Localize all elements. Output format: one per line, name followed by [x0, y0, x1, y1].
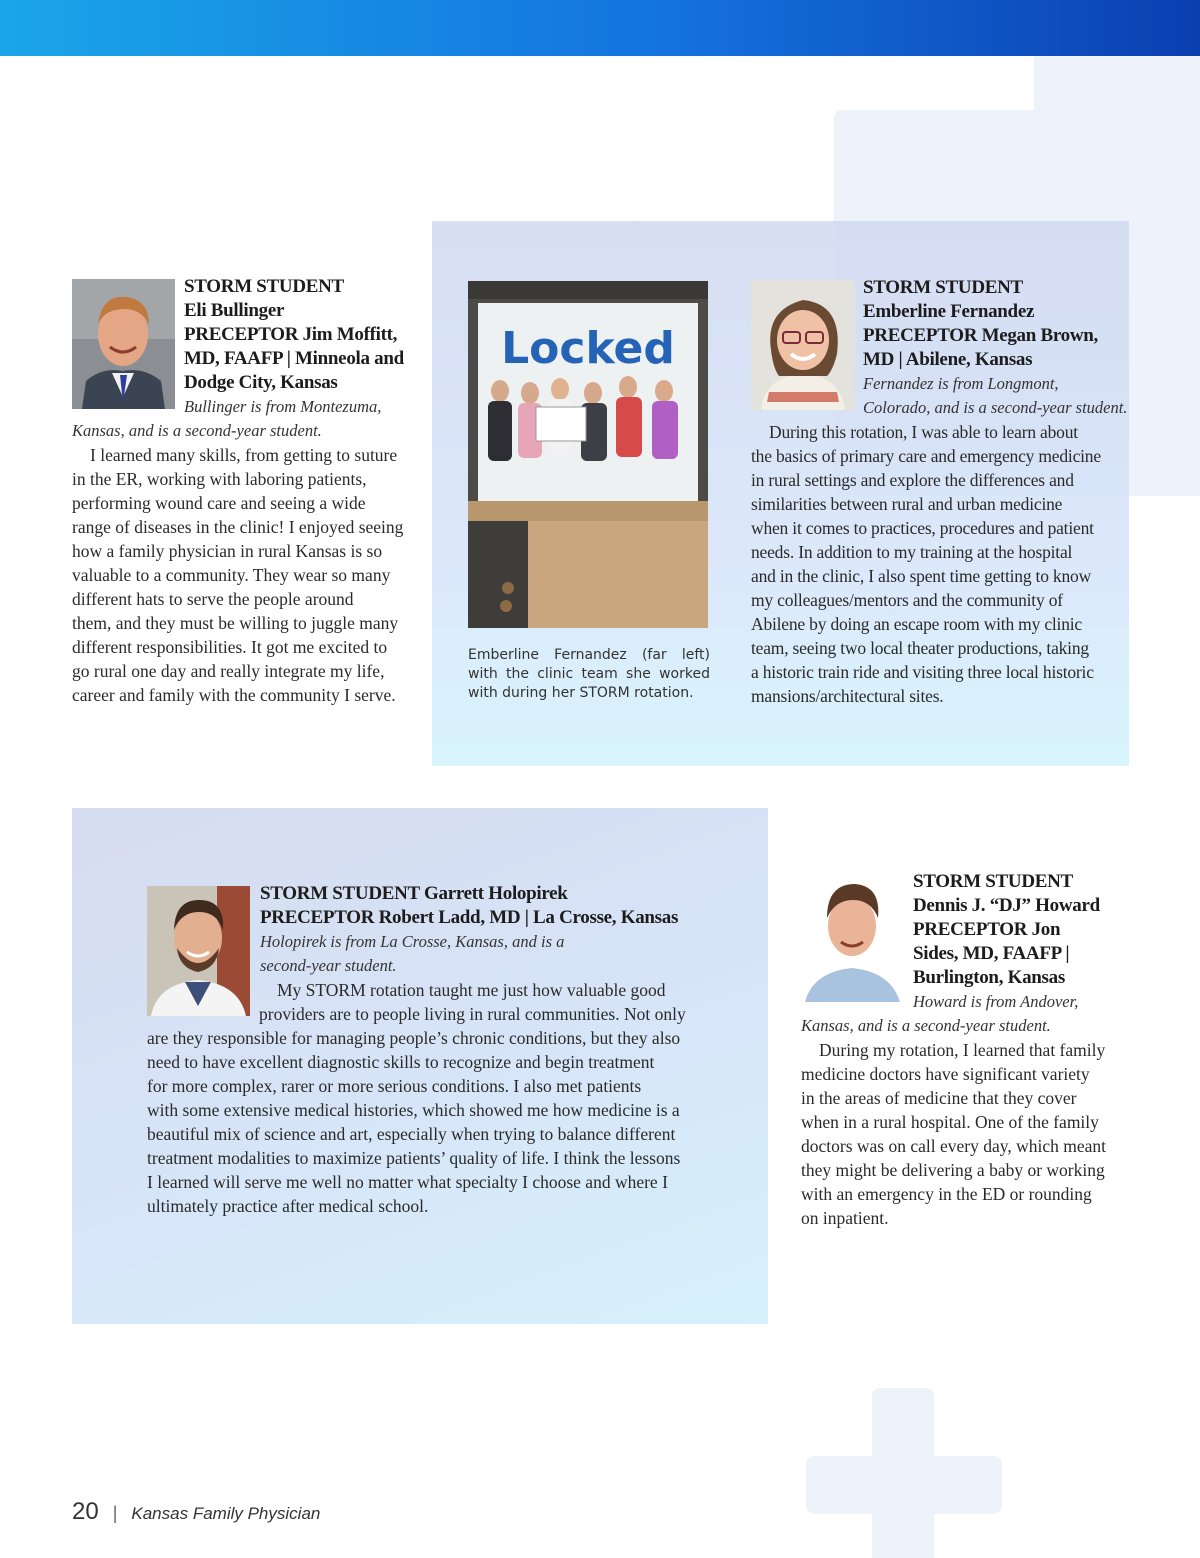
decorative-cross-shape: [806, 1456, 1002, 1514]
header-gradient-bar: [0, 0, 1200, 56]
emberline-hometown: Fernandez is from Longmont,: [863, 374, 1059, 393]
dennis-hometown: Howard is from Andover,: [913, 992, 1079, 1011]
garrett-heading: STORM STUDENT Garrett Holopirek PRECEPTOR Robert Ladd, MD | La Crosse, Kansas Holopirek is from La Crosse, Kansas, and is a second-year student.: [260, 882, 730, 978]
eli-bullinger-photo: [72, 279, 175, 409]
emberline-fernandez-photo: [751, 280, 855, 410]
photo-caption: Emberline Fernandez (far left) with the clinic team she worked with during her STORM rotation.: [468, 647, 710, 701]
locked-sign-text: Locked: [501, 323, 675, 374]
dennis-howard-photo: [801, 872, 904, 1002]
footer-separator: |: [112, 1503, 118, 1523]
page-footer: [72, 1498, 320, 1526]
publication-name: Kansas Family Physician: [131, 1504, 321, 1523]
eli-body: Kansas, and is a second-year student. I learned many skills, from getting to suture in the ER, working with laboring patients, performing wound care and seeing a wide range of diseases in the clinic! I enjoyed seeing how a family physician in rural Kansas is so valuable to a community. They wear so many different hats to serve the people around them, and they must be willing to juggle many different responsibilities. It got me excited to go rural one day and really integrate my life, career and family with the community I serve.: [72, 421, 404, 705]
page-number: 20: [72, 1498, 99, 1525]
emberline-heading: STORM STUDENT Emberline Fernandez PRECEPTOR Megan Brown, MD | Abilene, Kansas Fernandez is from Longmont, Colorado, and is a second-year student.: [863, 277, 1128, 417]
dennis-heading: STORM STUDENT Dennis J. “DJ” Howard PRECEPTOR Jon Sides, MD, FAAFP | Burlington, Kansas Howard is from Andover,: [913, 870, 1133, 1014]
clinic-team-photo: [468, 281, 708, 628]
eli-heading: STORM STUDENT Eli Bullinger PRECEPTOR Jim Moffitt, MD, FAAFP | Minneola and Dodge City, Kansas Bullinger is from Montezuma,: [184, 275, 414, 419]
dennis-body: Kansas, and is a second-year student. During my rotation, I learned that family medicine doctors have significant variety in the areas of medicine that they cover when in a rural hospital. One of the family doctors was on call every day, which meant they might be delivering a baby or working with an emergency in the ED or rounding on inpatient.: [801, 1016, 1107, 1228]
garrett-hometown: Holopirek is from La Crosse, Kansas, and is a: [260, 932, 565, 951]
eli-hometown: Bullinger is from Montezuma,: [184, 397, 382, 416]
garrett-body: My STORM rotation taught me just how valuable good providers are to people living in rural communities. Not only are they responsible for managing people’s chronic conditions, but they also need to have excellent diagnostic skills to recognize and begin treatment for more complex, rarer or more serious conditions. I also met patients with some extensive medical histories, which showed me how medicine is a beautiful mix of science and art, especially when trying to balance different treatment modalities to maximize patients’ quality of life. I think the lessons I learned will serve me well no matter what specialty I choose and where I ultimately practice after medical school.: [147, 980, 686, 1216]
emberline-body: During this rotation, I was able to learn about the basics of primary care and emergency medicine in rural settings and explore the differences and similarities between rural and urban medicine when it comes to practices, procedures and patient needs. In addition to my training at the hospital and in the clinic, I also spent time getting to know my colleagues/mentors and the community of Abilene by doing an escape room with my clinic team, seeing two local theater productions, taking a historic train ride and visiting three local historic mansions/architectural sites.: [751, 422, 1101, 706]
